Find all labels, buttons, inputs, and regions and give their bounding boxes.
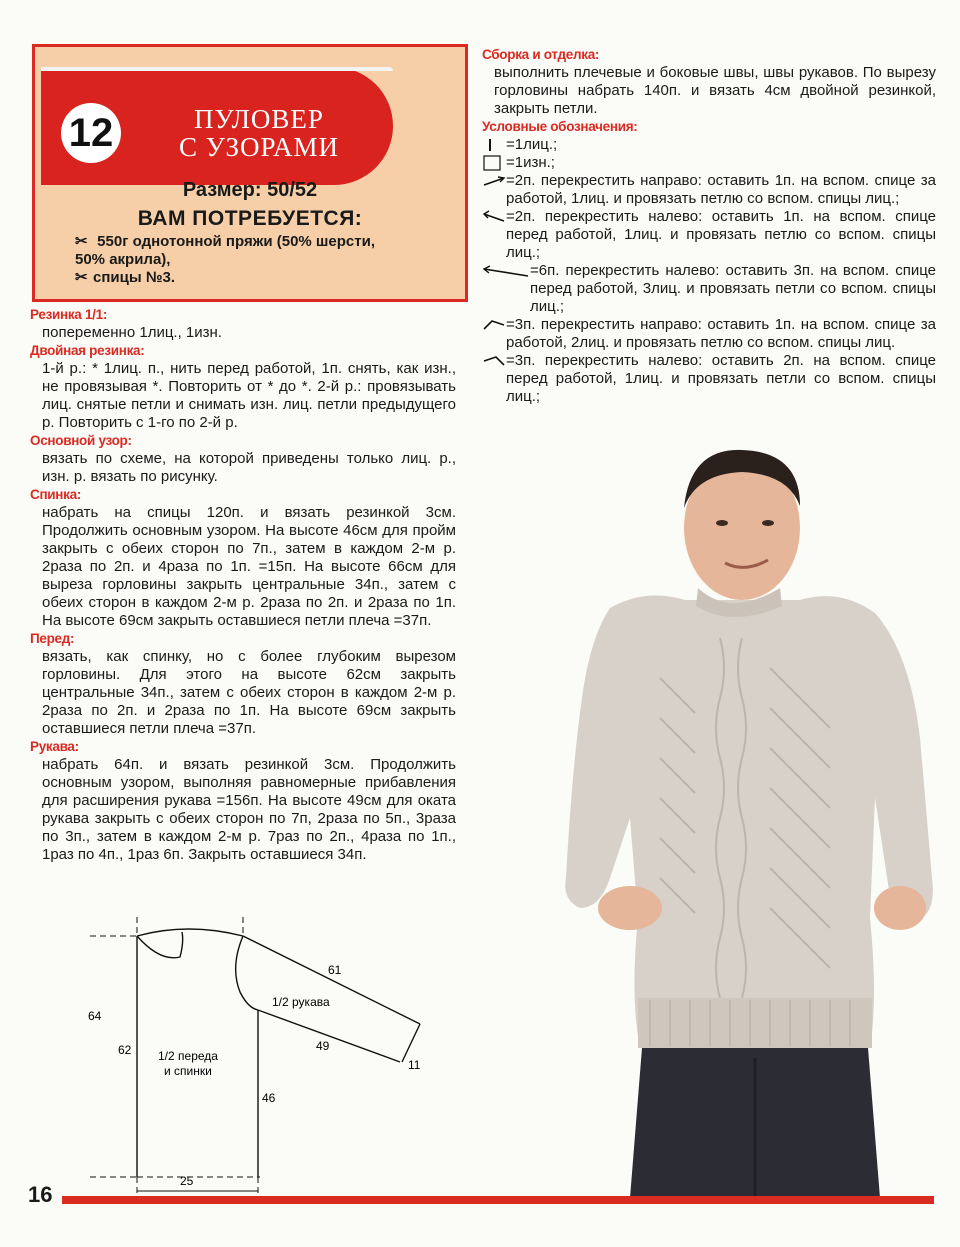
label-body: 1/2 переда <box>158 1049 218 1063</box>
instructions-column-right <box>482 46 936 406</box>
legend-text: =1изн.; <box>506 154 555 171</box>
yarn-text-2: 50% акрила), <box>75 251 171 268</box>
section-title-sleeves: Рукава: <box>30 739 79 754</box>
dim-61: 61 <box>328 963 342 977</box>
dim-11: 11 <box>408 1058 421 1072</box>
section-text-sleeves: набрать 64п. и вязать резинкой 3см. Продолжить основным узором, выполняя равномерные прибавления для расширения рукава =156п. На высоте 49см для оката рукава закрыть с обеих сторон по 7п, 2раза по 5п., 3раза по 3п., затем в каждом 2-м р. 7раз по 2п., 4раза по 1п., 1раз по 4п., 1раз 6п. Закрыть оставшиеся 34п. <box>42 756 456 863</box>
section-title-legend: Условные обозначения: <box>482 119 638 134</box>
legend-item <box>482 262 936 316</box>
materials-list <box>75 233 445 287</box>
legend-item <box>482 352 936 406</box>
legend-text: =6п. перекрестить налево: оставить 3п. на вспом. спице перед работой, 3лиц. и провязать петли со вспом. спицы лиц.; <box>530 262 936 315</box>
section-title-back: Спинка: <box>30 487 82 502</box>
cross-left-6-icon <box>482 262 530 280</box>
section-text-main-pattern: вязать по схеме, на которой приведены только лиц. р., изн. р. вязать по рисунку. <box>42 450 456 485</box>
dim-64: 64 <box>88 1009 102 1023</box>
legend-item <box>482 316 936 352</box>
section-text-front: вязать, как спинку, но с более глубоким вырезом горловины. Для этого на высоте 62см закрыть центральные 34п., затем с обеих сторон в каждом 2-м р. 2раза по 2п. и 2раза по 1п. На высоте 69см закрыть оставшиеся петли плеча =37п. <box>42 648 456 737</box>
scissors-icon: ✂ <box>75 269 88 286</box>
label-body-2: и спинки <box>164 1064 212 1078</box>
header-box <box>32 44 468 302</box>
section-text-double-rib: 1-й р.: * 1лиц. п., нить перед работой, 1п. снять, как изн., не провязывая *. Повторить от * до *. 2-й р.: провязывать лиц. снятые петли и снимать изн. лиц. петли предыдущего р. Повторить с 1-го по 2-й р. <box>42 360 456 431</box>
knit-stitch-icon <box>482 136 506 154</box>
legend-item <box>482 208 936 262</box>
section-title-rib: Резинка 1/1: <box>30 307 108 322</box>
bottom-rule <box>62 1196 934 1204</box>
section-title-front: Перед: <box>30 631 75 646</box>
cross-right-3-icon <box>482 316 506 334</box>
pattern-number: 12 <box>61 103 121 163</box>
legend-item <box>482 136 936 154</box>
page-number: 16 <box>28 1182 53 1207</box>
section-title-assembly: Сборка и отделка: <box>482 47 600 62</box>
yarn-text: 550г однотонной пряжи (50% шерсти, <box>97 233 376 250</box>
pattern-title <box>159 105 359 161</box>
title-line-2: С УЗОРАМИ <box>178 132 340 162</box>
size-text: Размер: 50/52 <box>182 179 318 201</box>
title-line-1: ПУЛОВЕР <box>194 104 324 134</box>
legend-text: =3п. перекрестить направо: оставить 1п. на вспом. спице за работой, 2лиц. и провязать петлю со вспом. спицы лиц. <box>506 316 936 351</box>
dim-49: 49 <box>316 1039 330 1053</box>
legend-text: =2п. перекрестить налево: оставить 1п. на вспом. спице перед работой, 1лиц. и провязать петлю со вспом. спицы лиц.; <box>506 208 936 261</box>
cross-right-2-icon <box>482 172 506 190</box>
instructions-column-left <box>30 306 456 864</box>
dim-62: 62 <box>118 1043 132 1057</box>
cross-left-2-icon <box>482 208 506 226</box>
legend-text: =2п. перекрестить направо: оставить 1п. на вспом. спице за работой, 1лиц. и провязать петлю со вспом. спицы лиц.; <box>506 172 936 207</box>
purl-stitch-icon <box>482 154 506 172</box>
scissors-icon: ✂ <box>75 233 88 250</box>
section-title-main-pattern: Основной узор: <box>30 433 132 448</box>
legend-text: =3п. перекрестить налево: оставить 2п. на вспом. спице перед работой, 1лиц. и провязать петли со вспом. спицы лиц.; <box>506 352 936 405</box>
cross-left-3-icon <box>482 352 506 370</box>
legend-text: =1лиц.; <box>506 136 558 153</box>
section-text-assembly: выполнить плечевые и боковые швы, швы рукавов. По вырезу горловины набрать 140п. и вязать 4см двойной резинкой, закрыть петли. <box>494 64 936 117</box>
pattern-schematic <box>80 912 450 1202</box>
dim-46: 46 <box>262 1091 276 1105</box>
section-text-rib: попеременно 1лиц., 1изн. <box>42 324 222 341</box>
legend-item <box>482 172 936 208</box>
section-text-back: набрать на спицы 120п. и вязать резинкой 3см. Продолжить основным узором. На высоте 46см для пройм закрыть с обеих сторон по 7п., затем в каждом 2-м р. 2раза по 2п. и 4раза по 1п. =15п. На высоте 66см для выреза горловины закрыть центральные 34п., затем с обеих сторон в каждом 2-м р. 2раза по 2п. и 2раза по 1п. На высоте 69см закрыть оставшиеся петли плеча =37п. <box>42 504 456 629</box>
needles-text: спицы №3. <box>93 269 176 286</box>
legend-item <box>482 154 936 172</box>
header-title-banner <box>41 67 393 185</box>
label-sleeve: 1/2 рукава <box>272 995 330 1009</box>
materials-title: ВАМ ПОТРЕБУЕТСЯ: <box>137 207 363 230</box>
dim-25: 25 <box>180 1174 194 1188</box>
section-title-double-rib: Двойная резинка: <box>30 343 145 358</box>
model-photo <box>470 438 940 1198</box>
